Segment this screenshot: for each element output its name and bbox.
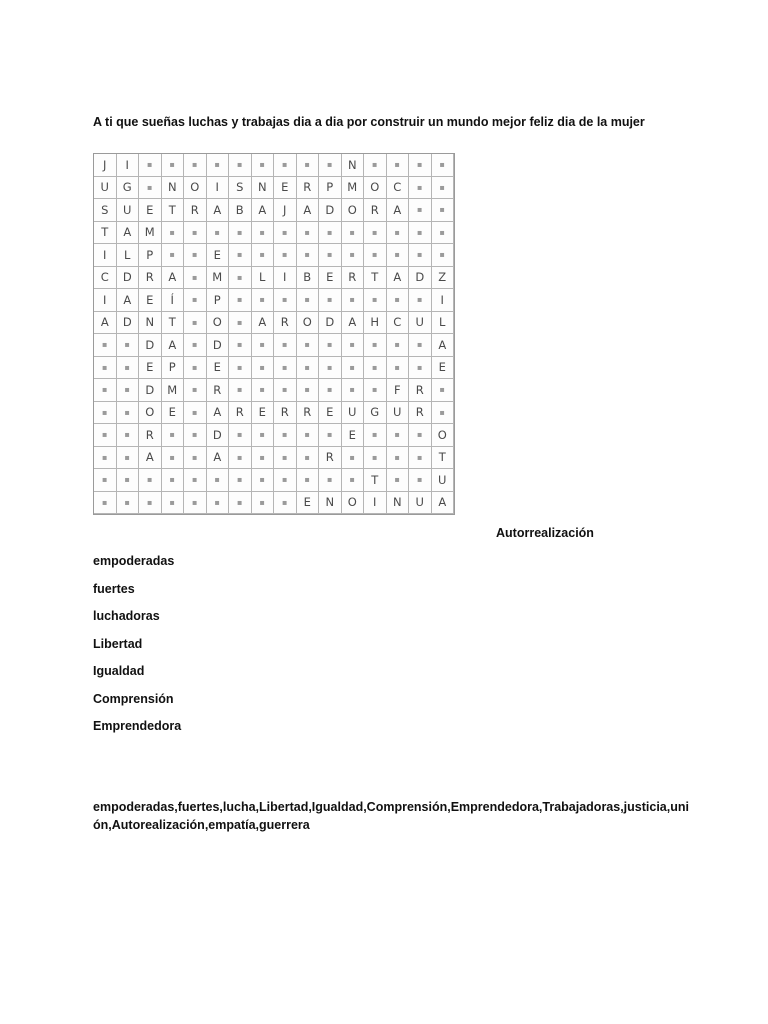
grid-cell: ▪: [432, 199, 455, 222]
grid-cell: A: [297, 199, 320, 222]
grid-cell: E: [162, 402, 185, 425]
grid-cell: ▪: [94, 424, 117, 447]
grid-cell: N: [342, 154, 365, 177]
grid-cell: ▪: [252, 154, 275, 177]
grid-cell: E: [139, 199, 162, 222]
grid-cell: ▪: [252, 447, 275, 470]
grid-cell: M: [342, 177, 365, 200]
grid-cell: ▪: [252, 357, 275, 380]
grid-cell: ▪: [342, 334, 365, 357]
grid-cell: O: [364, 177, 387, 200]
grid-cell: ▪: [319, 222, 342, 245]
grid-cell: ▪: [229, 469, 252, 492]
grid-cell: ▪: [274, 154, 297, 177]
grid-cell: ▪: [274, 222, 297, 245]
grid-cell: ▪: [139, 492, 162, 515]
grid-cell: ▪: [364, 334, 387, 357]
grid-cell: A: [252, 312, 275, 335]
grid-cell: ▪: [297, 334, 320, 357]
grid-cell: R: [409, 402, 432, 425]
grid-cell: M: [139, 222, 162, 245]
grid-cell: ▪: [117, 357, 140, 380]
grid-cell: B: [297, 267, 320, 290]
grid-cell: ▪: [229, 357, 252, 380]
grid-cell: ▪: [409, 244, 432, 267]
grid-cell: ▪: [297, 447, 320, 470]
grid-cell: E: [319, 402, 342, 425]
grid-cell: ▪: [207, 469, 230, 492]
grid-cell: ▪: [252, 244, 275, 267]
grid-cell: A: [117, 222, 140, 245]
grid-cell: T: [364, 267, 387, 290]
grid-cell: A: [207, 402, 230, 425]
grid-cell: ▪: [184, 154, 207, 177]
grid-cell: E: [252, 402, 275, 425]
word-search-grid: [93, 153, 455, 515]
grid-cell: U: [432, 469, 455, 492]
grid-cell: ▪: [117, 402, 140, 425]
grid-cell: ▪: [297, 222, 320, 245]
grid-cell: ▪: [207, 492, 230, 515]
grid-cell: R: [229, 402, 252, 425]
grid-cell: ▪: [409, 154, 432, 177]
grid-cell: ▪: [364, 424, 387, 447]
grid-cell: C: [387, 177, 410, 200]
grid-cell: L: [432, 312, 455, 335]
grid-cell: I: [117, 154, 140, 177]
grid-cell: ▪: [297, 154, 320, 177]
grid-cell: ▪: [387, 334, 410, 357]
grid-cell: ▪: [432, 379, 455, 402]
grid-cell: D: [207, 334, 230, 357]
grid-cell: ▪: [184, 222, 207, 245]
grid-cell: ▪: [409, 447, 432, 470]
grid-cell: R: [139, 424, 162, 447]
grid-cell: P: [139, 244, 162, 267]
grid-cell: J: [94, 154, 117, 177]
grid-cell: ▪: [274, 492, 297, 515]
grid-cell: A: [117, 289, 140, 312]
grid-cell: ▪: [274, 334, 297, 357]
grid-cell: I: [207, 177, 230, 200]
grid-cell: ▪: [387, 289, 410, 312]
grid-cell: ▪: [229, 244, 252, 267]
grid-cell: ▪: [342, 447, 365, 470]
grid-cell: ▪: [252, 289, 275, 312]
grid-cell: ▪: [319, 357, 342, 380]
grid-cell: E: [297, 492, 320, 515]
grid-cell: L: [252, 267, 275, 290]
grid-cell: ▪: [162, 244, 185, 267]
grid-cell: D: [139, 379, 162, 402]
grid-cell: ▪: [297, 289, 320, 312]
grid-cell: A: [432, 492, 455, 515]
grid-cell: ▪: [184, 357, 207, 380]
grid-cell: ▪: [94, 402, 117, 425]
grid-cell: ▪: [162, 447, 185, 470]
grid-cell: R: [274, 312, 297, 335]
grid-cell: ▪: [117, 492, 140, 515]
grid-cell: ▪: [117, 334, 140, 357]
grid-cell: R: [139, 267, 162, 290]
grid-cell: ▪: [342, 379, 365, 402]
grid-cell: E: [139, 357, 162, 380]
grid-cell: R: [364, 199, 387, 222]
grid-cell: ▪: [387, 154, 410, 177]
grid-cell: ▪: [297, 424, 320, 447]
grid-cell: ▪: [387, 357, 410, 380]
grid-cell: ▪: [139, 177, 162, 200]
grid-cell: R: [342, 267, 365, 290]
grid-cell: ▪: [229, 267, 252, 290]
word-list-item: fuertes: [93, 581, 135, 596]
word-list-item: Libertad: [93, 636, 143, 651]
grid-cell: N: [162, 177, 185, 200]
grid-cell: ▪: [297, 244, 320, 267]
grid-cell: I: [94, 244, 117, 267]
grid-cell: ▪: [409, 289, 432, 312]
grid-cell: D: [117, 267, 140, 290]
grid-cell: A: [94, 312, 117, 335]
grid-cell: L: [117, 244, 140, 267]
grid-cell: U: [117, 199, 140, 222]
grid-cell: ▪: [229, 492, 252, 515]
grid-cell: ▪: [274, 244, 297, 267]
word-list-item: empoderadas: [93, 554, 175, 568]
grid-cell: M: [207, 267, 230, 290]
grid-cell: ▪: [207, 222, 230, 245]
grid-cell: ▪: [184, 289, 207, 312]
grid-cell: ▪: [117, 379, 140, 402]
grid-cell: ▪: [387, 222, 410, 245]
grid-cell: ▪: [432, 222, 455, 245]
grid-cell: ▪: [274, 289, 297, 312]
grid-cell: ▪: [252, 222, 275, 245]
grid-cell: O: [139, 402, 162, 425]
grid-cell: A: [387, 267, 410, 290]
grid-cell: S: [94, 199, 117, 222]
grid-cell: ▪: [274, 379, 297, 402]
grid-cell: O: [207, 312, 230, 335]
grid-cell: A: [387, 199, 410, 222]
grid-cell: ▪: [184, 267, 207, 290]
grid-cell: R: [207, 379, 230, 402]
grid-cell: U: [342, 402, 365, 425]
grid-cell: H: [364, 312, 387, 335]
grid-cell: G: [117, 177, 140, 200]
grid-cell: U: [409, 312, 432, 335]
grid-cell: ▪: [162, 424, 185, 447]
grid-cell: ▪: [319, 154, 342, 177]
word-list: [93, 553, 181, 746]
grid-cell: Z: [432, 267, 455, 290]
grid-cell: ▪: [184, 492, 207, 515]
grid-cell: ▪: [184, 244, 207, 267]
grid-cell: ▪: [229, 312, 252, 335]
grid-cell: ▪: [364, 289, 387, 312]
grid-cell: I: [432, 289, 455, 312]
grid-cell: ▪: [274, 357, 297, 380]
grid-cell: P: [319, 177, 342, 200]
grid-cell: ▪: [342, 357, 365, 380]
grid-cell: ▪: [319, 469, 342, 492]
grid-cell: P: [207, 289, 230, 312]
intro-sentence: A ti que sueñas luchas y trabajas dia a dia por construir un mundo mejor feliz dia de la mujer: [93, 115, 645, 129]
grid-cell: ▪: [184, 469, 207, 492]
grid-cell: ▪: [387, 244, 410, 267]
grid-cell: E: [432, 357, 455, 380]
grid-cell: D: [139, 334, 162, 357]
grid-cell: ▪: [229, 379, 252, 402]
grid-cell: A: [162, 267, 185, 290]
grid-cell: A: [207, 199, 230, 222]
grid-cell: S: [229, 177, 252, 200]
grid-cell: ▪: [364, 447, 387, 470]
grid-cell: A: [432, 334, 455, 357]
grid-cell: I: [364, 492, 387, 515]
grid-cell: ▪: [409, 199, 432, 222]
grid-cell: ▪: [274, 469, 297, 492]
grid-cell: O: [184, 177, 207, 200]
grid-cell: R: [297, 177, 320, 200]
grid-cell: A: [162, 334, 185, 357]
grid-cell: Í: [162, 289, 185, 312]
grid-cell: ▪: [252, 334, 275, 357]
grid-cell: ▪: [342, 469, 365, 492]
grid-cell: R: [319, 447, 342, 470]
grid-cell: ▪: [162, 222, 185, 245]
grid-cell: O: [342, 492, 365, 515]
grid-cell: ▪: [162, 469, 185, 492]
grid-cell: O: [342, 199, 365, 222]
grid-cell: ▪: [387, 447, 410, 470]
bottom-word-list: empoderadas,fuertes,lucha,Libertad,Igualdad,Comprensión,Emprendedora,Trabajadoras,justicia,unión,Autorealización,empatía,guerrera: [93, 800, 689, 832]
word-list-item: luchadoras: [93, 609, 160, 623]
grid-cell: ▪: [297, 469, 320, 492]
grid-cell: ▪: [409, 469, 432, 492]
grid-cell: U: [409, 492, 432, 515]
grid-cell: ▪: [229, 154, 252, 177]
grid-cell: ▪: [162, 492, 185, 515]
grid-cell: R: [409, 379, 432, 402]
grid-cell: ▪: [387, 469, 410, 492]
grid-cell: D: [117, 312, 140, 335]
grid-cell: ▪: [162, 154, 185, 177]
grid-cell: A: [342, 312, 365, 335]
grid-cell: C: [387, 312, 410, 335]
grid-cell: D: [319, 199, 342, 222]
grid-cell: T: [364, 469, 387, 492]
grid-cell: ▪: [432, 177, 455, 200]
grid-cell: A: [139, 447, 162, 470]
grid-cell: ▪: [184, 424, 207, 447]
grid-cell: ▪: [117, 424, 140, 447]
grid-cell: U: [94, 177, 117, 200]
grid-cell: M: [162, 379, 185, 402]
grid-cell: ▪: [319, 424, 342, 447]
grid-cell: F: [387, 379, 410, 402]
lone-word: Autorrealización: [496, 526, 594, 540]
grid-cell: R: [274, 402, 297, 425]
word-list-item: Emprendedora: [93, 719, 182, 733]
grid-cell: A: [207, 447, 230, 470]
grid-cell: ▪: [229, 289, 252, 312]
grid-cell: ▪: [409, 177, 432, 200]
grid-cell: ▪: [94, 447, 117, 470]
grid-cell: ▪: [117, 447, 140, 470]
grid-cell: D: [207, 424, 230, 447]
grid-cell: J: [274, 199, 297, 222]
grid-cell: E: [207, 357, 230, 380]
grid-cell: ▪: [364, 154, 387, 177]
grid-cell: ▪: [274, 424, 297, 447]
grid-cell: U: [387, 402, 410, 425]
grid-cell: I: [274, 267, 297, 290]
grid-cell: O: [432, 424, 455, 447]
grid-cell: ▪: [319, 334, 342, 357]
grid-cell: ▪: [274, 447, 297, 470]
grid-cell: ▪: [184, 312, 207, 335]
grid-cell: E: [139, 289, 162, 312]
grid-cell: T: [162, 199, 185, 222]
word-list-item: Igualdad: [93, 664, 145, 678]
grid-cell: B: [229, 199, 252, 222]
grid-cell: ▪: [342, 289, 365, 312]
grid-cell: ▪: [139, 469, 162, 492]
grid-cell: E: [274, 177, 297, 200]
grid-cell: ▪: [409, 357, 432, 380]
grid-cell: ▪: [184, 334, 207, 357]
grid-cell: N: [319, 492, 342, 515]
grid-cell: ▪: [409, 424, 432, 447]
grid-cell: T: [432, 447, 455, 470]
grid-cell: ▪: [184, 402, 207, 425]
grid-cell: ▪: [364, 379, 387, 402]
grid-cell: ▪: [207, 154, 230, 177]
grid-cell: I: [94, 289, 117, 312]
grid-cell: E: [342, 424, 365, 447]
grid-cell: G: [364, 402, 387, 425]
grid-cell: ▪: [387, 424, 410, 447]
grid-cell: ▪: [229, 334, 252, 357]
grid-cell: R: [184, 199, 207, 222]
grid-cell: ▪: [94, 334, 117, 357]
grid-cell: ▪: [432, 154, 455, 177]
grid-cell: ▪: [319, 379, 342, 402]
grid-cell: E: [207, 244, 230, 267]
grid-cell: T: [94, 222, 117, 245]
grid-cell: ▪: [319, 289, 342, 312]
grid-cell: A: [252, 199, 275, 222]
grid-cell: R: [297, 402, 320, 425]
grid-cell: ▪: [409, 334, 432, 357]
grid-cell: ▪: [229, 447, 252, 470]
grid-cell: ▪: [297, 357, 320, 380]
grid-cell: N: [387, 492, 410, 515]
grid-cell: ▪: [364, 357, 387, 380]
grid-cell: ▪: [94, 469, 117, 492]
grid-cell: ▪: [229, 424, 252, 447]
grid-cell: D: [409, 267, 432, 290]
grid-cell: O: [297, 312, 320, 335]
grid-cell: ▪: [252, 424, 275, 447]
grid-cell: N: [252, 177, 275, 200]
grid-cell: ▪: [364, 244, 387, 267]
grid-cell: N: [139, 312, 162, 335]
grid-cell: ▪: [94, 379, 117, 402]
word-list-item: Comprensión: [93, 691, 174, 706]
grid-cell: ▪: [94, 357, 117, 380]
grid-cell: ▪: [252, 379, 275, 402]
grid-cell: ▪: [252, 492, 275, 515]
grid-cell: ▪: [432, 402, 455, 425]
grid-cell: ▪: [94, 492, 117, 515]
grid-cell: C: [94, 267, 117, 290]
grid-cell: ▪: [252, 469, 275, 492]
grid-cell: ▪: [409, 222, 432, 245]
grid-cell: ▪: [342, 222, 365, 245]
grid-cell: P: [162, 357, 185, 380]
grid-cell: ▪: [364, 222, 387, 245]
grid-cell: ▪: [139, 154, 162, 177]
grid-cell: E: [319, 267, 342, 290]
grid-cell: ▪: [319, 244, 342, 267]
grid-cell: ▪: [229, 222, 252, 245]
grid-cell: ▪: [184, 379, 207, 402]
grid-cell: ▪: [297, 379, 320, 402]
grid-cell: ▪: [117, 469, 140, 492]
grid-cell: ▪: [342, 244, 365, 267]
grid-cell: D: [319, 312, 342, 335]
grid-cell: T: [162, 312, 185, 335]
grid-cell: ▪: [184, 447, 207, 470]
grid-cell: ▪: [432, 244, 455, 267]
